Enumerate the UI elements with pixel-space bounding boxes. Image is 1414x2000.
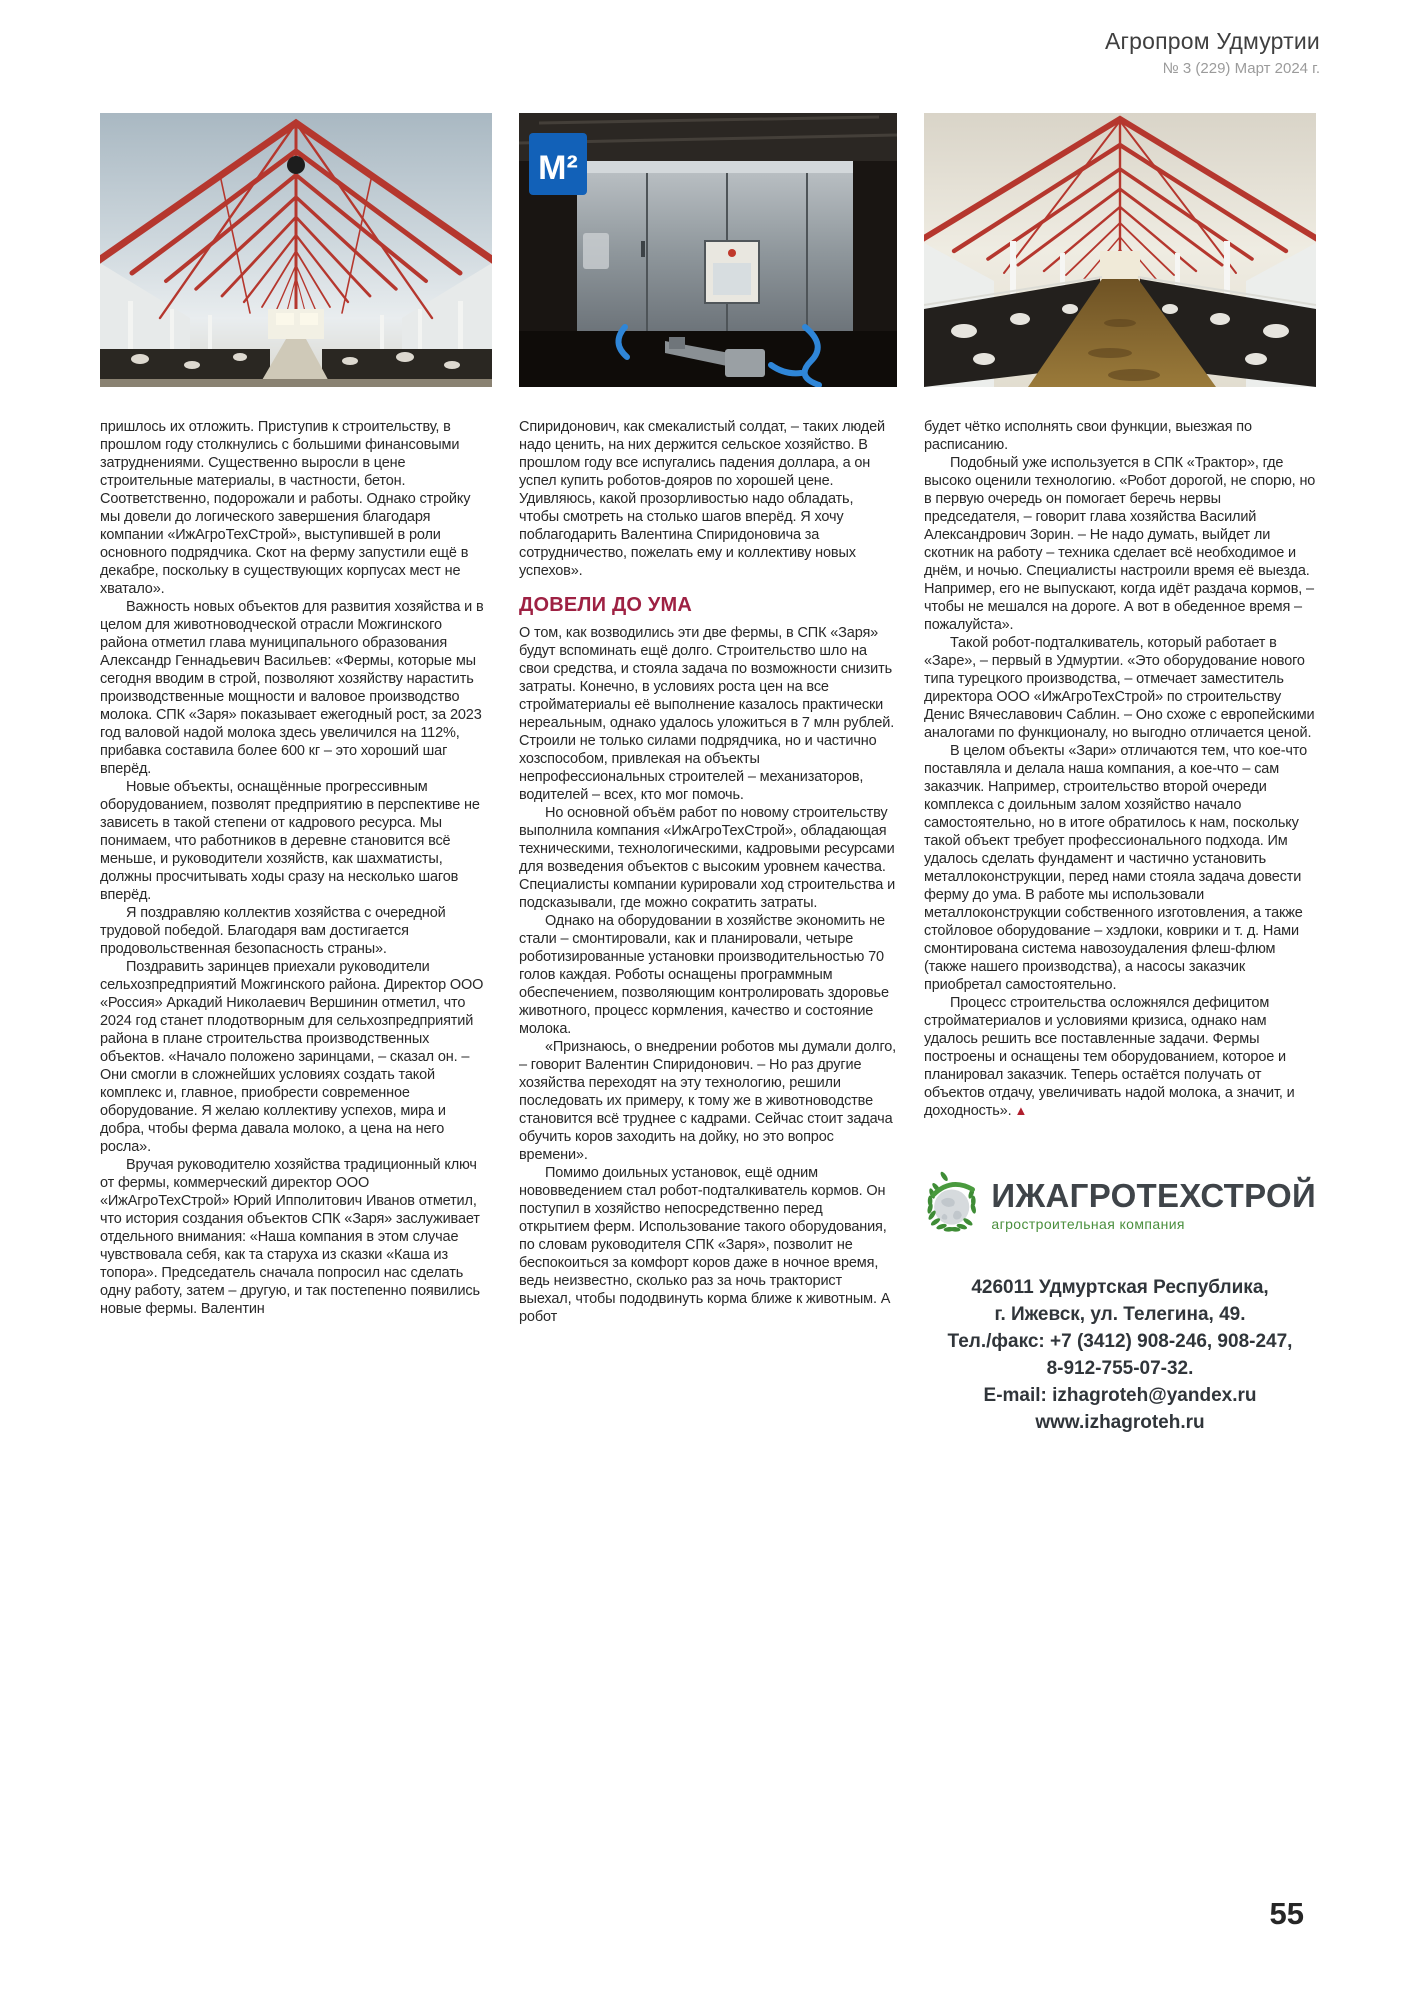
contact-email: E-mail: izhagroteh@yandex.ru <box>983 1385 1257 1406</box>
barn-roof-illustration <box>100 113 492 387</box>
article-column-2 <box>519 418 897 1910</box>
article-body <box>100 418 1320 1910</box>
photo-barn-cows <box>924 113 1316 387</box>
paragraph: пришлось их отложить. Приступив к строительству, в прошлом году столкнулись с большими финансовыми затруднениями. Существенно выросли в цене строительные материалы, в частности, бетон. Соответственно, подорожали и работы. Однако стройку мы довели до логического завершения благодаря компании «ИжАгроТехСтрой», выступившей в роли основного подрядчика. Скот на ферму запустили ещё в декабре, поскольку в существующих корпусах мест не хватало». <box>100 419 471 597</box>
company-logo-text <box>991 1176 1316 1232</box>
paragraph: «Признаюсь, о внедрении роботов мы думали долго, – говорит Валентин Спиридонович. – Но раз другие хозяйства переходят на эту технологию, решили последовать их примеру, к тому же в животноводстве становится всё труднее с кадрами. Сейчас стоит задача обучить коров заходить на дойку, но это вопрос времени». <box>519 1039 897 1163</box>
page-number: 55 <box>1269 1896 1304 1931</box>
contact-website: www.izhagroteh.ru <box>1035 1412 1205 1433</box>
contact-address-line-2: г. Ижевск, ул. Телегина, 49. <box>994 1304 1246 1325</box>
contact-address-line-1: 426011 Удмуртская Республика, <box>971 1277 1269 1298</box>
robot-brand-label: M² <box>538 149 578 187</box>
article-column-3 <box>924 418 1316 1910</box>
section-heading: ДОВЕЛИ ДО УМА <box>519 594 693 616</box>
company-logo-wreath-icon <box>924 1162 979 1248</box>
paragraph: Важность новых объектов для развития хозяйства и в целом для животноводческой отрасли Можгинского района отметил глава муниципального образования Александр Геннадьевич Васильев: «Фермы, которые мы сегодня вводим в строй, позволяют хозяйству нарастить производственные мощности и валовое производство молока. СПК «Заря» показывает ежегодный рост, за 2023 год валовой надой молока здесь увеличился на 112%, прибавка составила более 600 кг – это хороший шаг вперёд. <box>100 599 484 777</box>
magazine-header <box>1105 28 1320 77</box>
article-end-mark: ▲ <box>1014 1103 1028 1118</box>
paragraph <box>924 994 1316 1120</box>
paragraph: Однако на оборудовании в хозяйстве экономить не стали – смонтировали, как и планировали, четыре роботизированные установки производительностью 70 голов каждая. Роботы оснащены программным обеспечением, позволяющим контролировать здоровье животного, процесс кормления, качество и состояние молока. <box>519 913 889 1037</box>
photo-milking-robot <box>519 113 897 387</box>
company-name: ИЖАГРОТЕХСТРОЙ <box>991 1176 1316 1214</box>
article-column-1 <box>100 418 492 1910</box>
company-tagline: агростроительная компания <box>991 1215 1185 1232</box>
milking-robot-illustration <box>519 113 897 387</box>
paragraph: В целом объекты «Зари» отличаются тем, что кое-что поставляла и делала наша компания, а кое-что – сам заказчик. Например, строительство второй очереди комплекса с доильным залом хозяйство начало самостоятельно, но в итоге обратилось к нам, поскольку такой объект требует профессионального подхода. Им удалось сделать фундамент и частично установить металлоконструкции, перед нами стояла задача довести ферму до ума. В работе мы использовали металлоконструкции собственного изготовления, а также стойловое оборудование – хэдлоки, коврики и т. д. Нами смонтирована система навозоудаления флеш-флюм (также нашего производства), а насосы заказчик приобретал самостоятельно. <box>924 743 1308 993</box>
paragraph: Вручая руководителю хозяйства традиционный ключ от фермы, коммерческий директор ООО «ИжАгроТехСтрой» Юрий Ипполитович Иванов отметил, что история создания объектов СПК «Заря» заслуживает отдельного внимания: «Наша компания в этом случае чувствовала себя, как та старуха из сказки «Каша из топора». Председатель сначала попросил нас сделать одну работу, затем – другую, и так постепенно появились новые фермы. Валентин <box>100 1157 480 1317</box>
barn-clock <box>287 156 305 174</box>
contact-phone-line-2: 8-912-755-07-32. <box>1046 1358 1194 1379</box>
magazine-issue: № 3 (229) Март 2024 г. <box>1162 60 1320 77</box>
paragraph: Я поздравляю коллектив хозяйства с очередной трудовой победой. Благодаря вам достигается продовольственная безопасность страны». <box>100 905 446 957</box>
paragraph: Новые объекты, оснащённые прогрессивным оборудованием, позволят предприятию в перспективе не зависеть в такой степени от кадрового ресурса. Мы понимаем, что работников в деревне становится всё меньше, и руководители хозяйств, как шахматисты, должны просчитывать ходы сразу на несколько шагов вперёд. <box>100 779 480 903</box>
company-block <box>924 1162 1316 1436</box>
photo-barn-roof <box>100 113 492 387</box>
paragraph: Такой робот-подталкиватель, который работает в «Заре», – первый в Удмуртии. «Это оборудование нового типа турецкого производства, – отмечает заместитель директора ООО «ИжАгроТехСтрой» по строительству Денис Вячеславович Саблин. – Оно схоже с европейскими аналогами по функционалу, но выгодно отличается ценой. <box>924 635 1315 741</box>
barn-cows-illustration <box>924 113 1316 387</box>
paragraph-text: Процесс строительства осложнялся дефицитом стройматериалов и условиями кризиса, однако нам удалось решить все поставленные задачи. Фермы построены и оснащены тем оборудованием, которое и планировал заказчик. Теперь остаётся получать от объектов отдачу, увеличивать надой молока, а значит, и доходность». <box>924 995 1295 1119</box>
contact-phone-line-1: Тел./факс: +7 (3412) 908-246, 908-247, <box>947 1331 1293 1352</box>
paragraph: Поздравить заринцев приехали руководители сельхозпредприятий Можгинского района. Директор ООО «Россия» Аркадий Николаевич Вершинин отметил, что 2024 год станет плодотворным для сельхозпредприятий района в плане строительства производственных объектов. «Начало положено заринцами, – сказал он. – Они смогли в сложнейших условиях создать такой комплекс и, главное, приобрести современное оборудование. Я желаю коллективу успехов, мира и добра, чтобы ферма давала молоко, а цена на него росла». <box>100 959 484 1155</box>
magazine-title: Агропром Удмуртии <box>1104 28 1320 54</box>
paragraph: Спиридонович, как смекалистый солдат, – таких людей надо ценить, на них держится сельское хозяйство. В прошлом году все испугались падения доллара, а он успел купить роботов-дояров по хорошей цене. Удивляюсь, какой прозорливостью надо обладать, чтобы смотреть на столько шагов вперёд. Я хочу поблагодарить Валентина Спиридоновича за сотрудничество, пожелать ему и коллективу новых успехов». <box>519 419 885 579</box>
company-contacts <box>924 1274 1316 1436</box>
company-logo <box>924 1162 1316 1248</box>
paragraph: будет чётко исполнять свои функции, выезжая по расписанию. <box>924 419 1252 453</box>
paragraph: Но основной объём работ по новому строительству выполнила компания «ИжАгроТехСтрой», обладающая техническими, технологическими, кадровыми ресурсами для возведения объектов с высоким уровнем качества. Специалисты компании курировали ход строительства и подсказывали, где можно сократить затраты. <box>519 805 896 911</box>
photo-strip <box>100 113 1320 387</box>
paragraph: Подобный уже используется в СПК «Трактор», где высоко оценили технологию. «Робот дорогой, не спорю, но в первую очередь он помогает беречь нервы председателя, – говорит глава хозяйства Василий Александрович Зорин. – Не надо думать, выйдет ли скотник на работу – техника сделает всё необходимое и днём, и ночью. Специалисты настроили время её выезда. Например, его не выпускают, когда идёт раздача кормов, – чтобы не мешался на дороге. А вот в обеденное время – пожалуйста». <box>924 455 1316 633</box>
paragraph: Помимо доильных установок, ещё одним нововведением стал робот-подталкиватель кормов. Он поступил в хозяйство непосредственно перед открытием ферм. Использование такого оборудования, по словам руководителя СПК «Заря», позволит не беспокоиться за комфорт коров даже в ночное время, ведь неизвестно, сколько раз за ночь тракторист выехал, чтобы пододвинуть корма ближе к животным. А робот <box>519 1165 891 1325</box>
paragraph: О том, как возводились эти две фермы, в СПК «Заря» будут вспоминать ещё долго. Строительство шло на свои средства, и стояла задача по возможности снизить затраты. Конечно, в условиях роста цен на все стройматериалы её выполнение казалось практически нереальным, однако удалось уложиться в 7 млн рублей. Строили не только силами подрядчика, но и частично хозспособом, привлекая на объекты непрофессиональных строителей – механизаторов, водителей – всех, кто мог помочь. <box>519 625 895 803</box>
